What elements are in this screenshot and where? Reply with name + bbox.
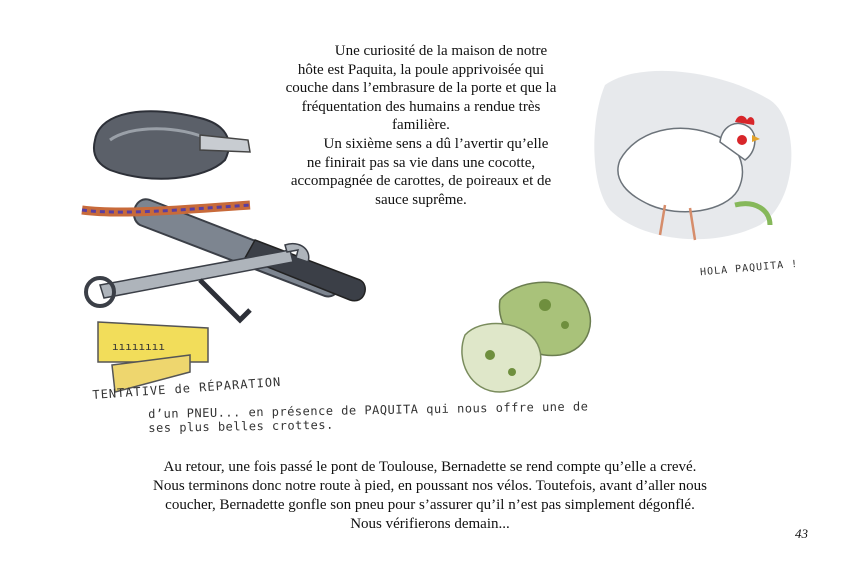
- top-line: accompagnée de carottes, de poireaux et de: [290, 173, 552, 190]
- top-line: Une curiosité de la maison de notre: [334, 43, 548, 59]
- top-line: Un sixième sens a dû l’avertir qu’elle: [323, 135, 549, 152]
- allen-key-drawing: [200, 280, 250, 320]
- page-number: 43: [795, 526, 808, 541]
- bottom-line: Nous terminons donc notre route à pied, en poussant nos vélos. Toutefois, avant d’aller nous: [153, 478, 707, 494]
- top-line: sauce suprême.: [375, 191, 467, 208]
- patch-kit-label: ıııııııı: [112, 340, 165, 353]
- bottom-paragraph: [90, 458, 770, 534]
- top-line: familière.: [392, 117, 450, 134]
- top-line: couche dans l’embrasure de la porte et que la: [285, 80, 557, 97]
- bottom-line: Nous vérifierons demain...: [350, 516, 510, 532]
- top-line: fréquentation des humains a rendue très: [301, 98, 541, 115]
- tire-tube-drawing: [94, 111, 250, 178]
- sketch-caption-line1: TENTATIVE de RÉPARATION: [92, 374, 282, 402]
- top-line: hôte est Paquita, la poule apprivoisée qui: [297, 61, 545, 78]
- bottom-line: Au retour, une fois passé le pont de Toulouse, Bernadette se rend compte qu’elle a crevé.: [163, 459, 697, 475]
- hen-caption: HOLA PAQUITA !: [699, 258, 799, 279]
- rocks-drawing: [462, 282, 590, 392]
- hen-drawing: [594, 71, 791, 240]
- bottom-line: coucher, Bernadette gonfle son pneu pour s’assurer qu’il n’est pas simplement dégonflé.: [165, 497, 695, 513]
- sketch-caption-line2: d’un PNEU... en présence de PAQUITA qui nous offre une de ses plus belles crottes.: [148, 399, 589, 435]
- top-line: ne finirait pas sa vie dans une cocotte,: [306, 154, 536, 171]
